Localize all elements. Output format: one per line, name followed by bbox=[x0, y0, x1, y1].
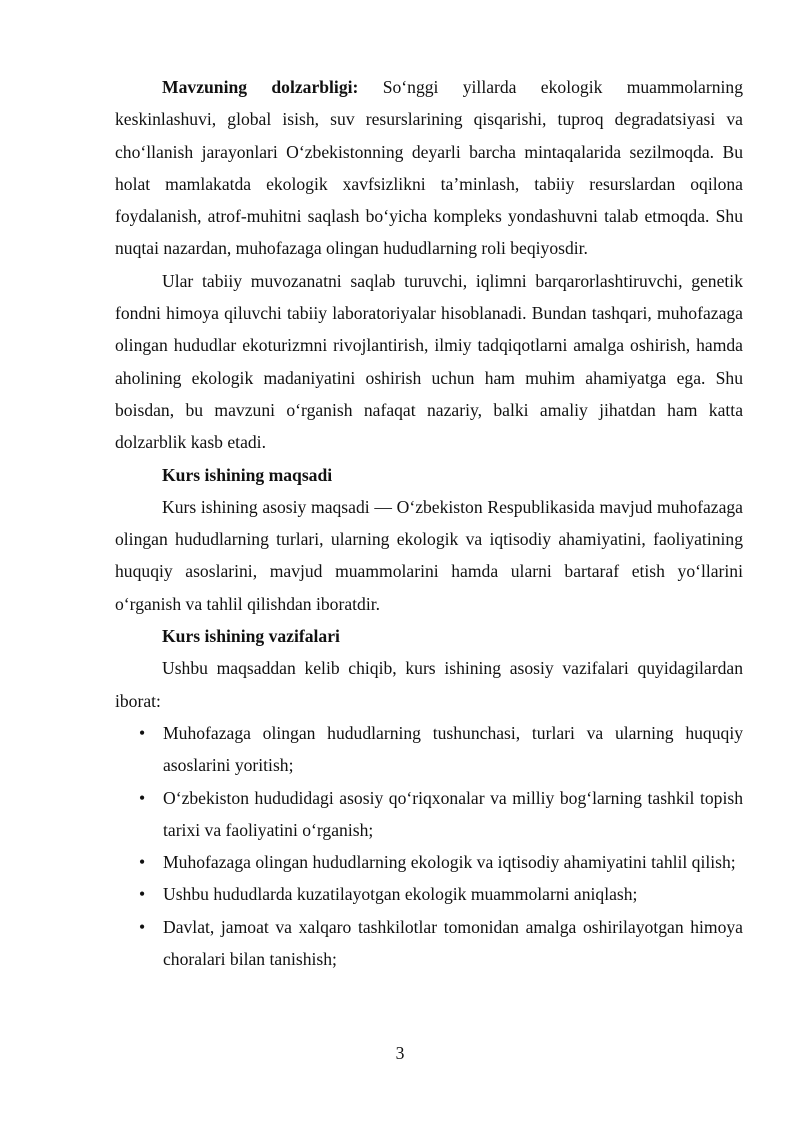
list-item bbox=[115, 878, 743, 910]
tasks-intro: Ushbu maqsaddan kelib chiqib, kurs ishining asosiy vazifalari quyidagilardan iborat: bbox=[115, 658, 743, 711]
list-item bbox=[115, 717, 743, 782]
list-item-text: Muhofazaga olingan hududlarning tushunchasi, turlari va ularning huquqiy asoslarini yoritish; bbox=[163, 722, 743, 776]
list-item-text: Ushbu hududlarda kuzatilayotgan ekologik muammolarni aniqlash; bbox=[163, 884, 638, 905]
document-page bbox=[115, 71, 743, 975]
tasks-heading: Kurs ishining vazifalari bbox=[162, 626, 340, 647]
page-number: 3 bbox=[395, 1043, 405, 1063]
list-item-text: Muhofazaga olingan hududlarning ekologik va iqtisodiy ahamiyatini tahlil qilish; bbox=[163, 852, 736, 873]
goal-paragraph: Kurs ishining asosiy maqsadi — O‘zbekiston Respublikasida mavjud muhofazaga olingan hududlarning turlari, ularning ekologik va iqtisodiy ahamiyatini, faoliyatining huquqiy asoslarini, mavjud muammolarini hamda ularni bartaraf etish yo‘llarini o‘rganish va tahlil qilishdan iboratdir. bbox=[115, 496, 743, 614]
bullet-icon: • bbox=[139, 787, 146, 808]
tasks-list bbox=[115, 717, 743, 975]
bullet-icon: • bbox=[139, 916, 146, 937]
list-item-text: O‘zbekiston hududidagi asosiy qo‘riqxonalar va milliy bog‘larning tashkil topish tarixi va faoliyatini o‘rganish; bbox=[163, 787, 743, 840]
relevance-paragraph bbox=[115, 71, 743, 265]
list-item-text: Davlat, jamoat va xalqaro tashkilotlar tomonidan amalga oshirilayotgan himoya choralari bilan tanishish; bbox=[163, 916, 743, 970]
relevance-text: So‘nggi yillarda ekologik muammolarning keskinlashuvi, global isish, suv resurslarining qisqarishi, tuproq degradatsiyasi va cho‘llanish jarayonlari O‘zbekistonning deyarli barcha mintaqalarida sezilmoqda. Bu holat mamlakatda ekologik xavfsizlikni ta’minlash, tabiiy resurslardan oqilona foydalanish, atrof-muhitni saqlash bo‘yicha kompleks yondashuvni talab etmoqda. Shu nuqtai nazardan, muhofazaga olingan hududlarning roli beqiyosdir. bbox=[115, 77, 743, 259]
list-item bbox=[115, 911, 743, 976]
bullet-icon: • bbox=[139, 884, 146, 905]
body-paragraph-2: Ular tabiiy muvozanatni saqlab turuvchi, iqlimni barqarorlashtiruvchi, genetik fondni himoya qiluvchi tabiiy laboratoriyalar hisoblanadi. Bundan tashqari, muhofazaga olingan hududlar ekoturizmni rivojlantirish, ilmiy tadqiqotlarni amalga oshirish, hamda aholining ekologik madaniyatini oshirish uchun ham muhim ahamiyatga ega. Shu boisdan, bu mavzuni o‘rganish nafaqat nazariy, balki amaliy jihatdan ham katta dolzarblik kasb etadi. bbox=[115, 270, 743, 453]
list-item bbox=[115, 846, 743, 878]
bullet-icon: • bbox=[139, 722, 146, 743]
goal-heading: Kurs ishining maqsadi bbox=[162, 464, 333, 485]
relevance-lead: Mavzuning dolzarbligi: bbox=[162, 77, 359, 97]
bullet-icon: • bbox=[139, 852, 146, 873]
list-item bbox=[115, 782, 743, 847]
